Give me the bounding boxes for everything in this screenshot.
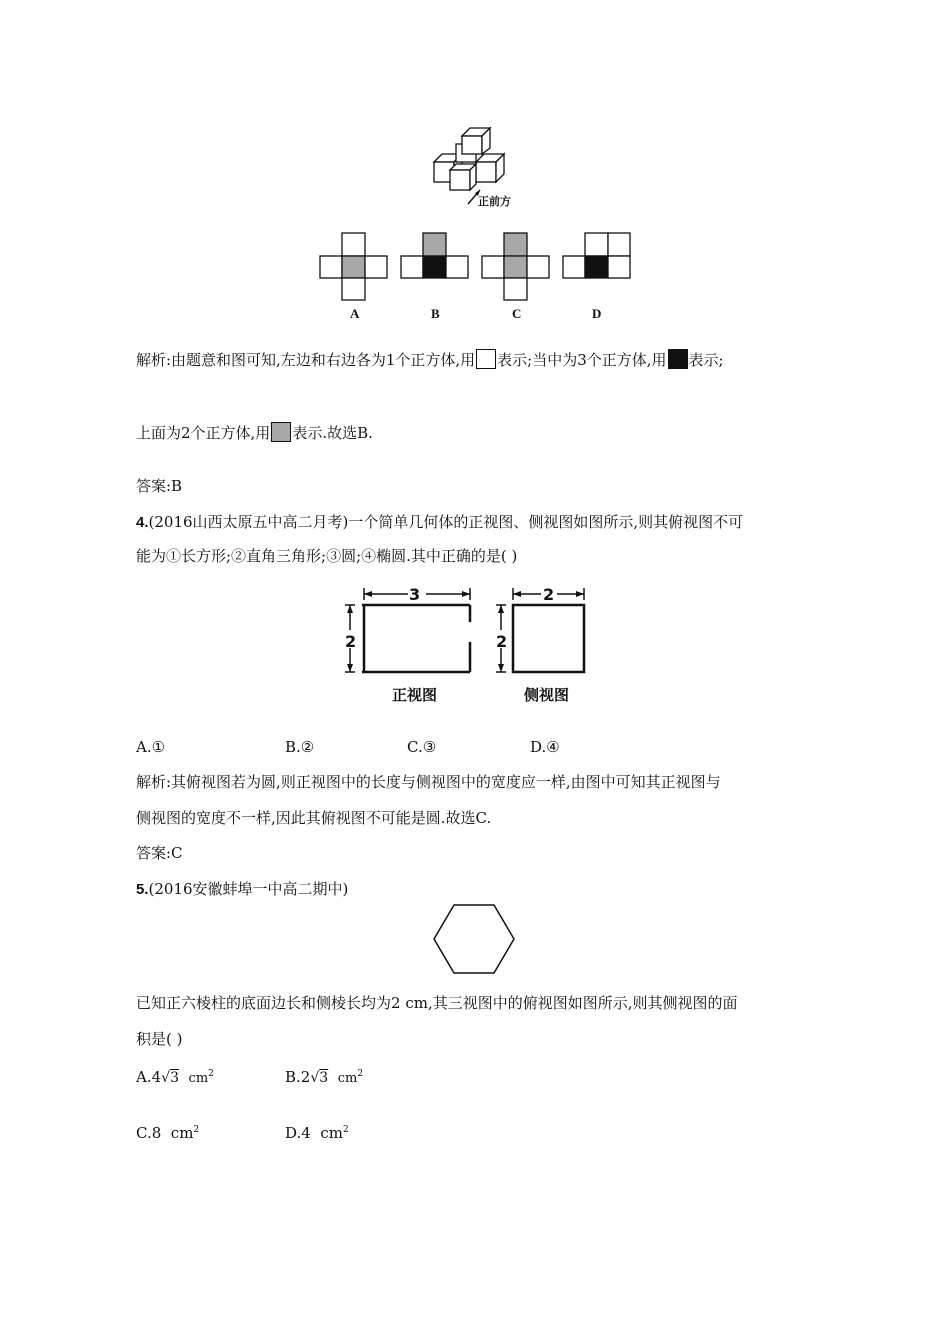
q4-option-c[interactable]: C.③ <box>407 738 437 756</box>
q5-line1: 已知正六棱柱的底面边长和侧棱长均为2 cm,其三视图中的俯视图如图所示,则其侧视图的面 <box>136 994 738 1012</box>
q4-option-a[interactable]: A.① <box>136 738 166 756</box>
q5-option-c-exp: 2 <box>193 1125 200 1135</box>
q5-option-b-unit: cm <box>337 1071 358 1086</box>
q5-option-a-prefix: A.4 <box>136 1068 162 1086</box>
q5-option-b-radicand: 3 <box>319 1070 329 1086</box>
sqrt-symbol: √3 <box>161 1070 179 1086</box>
q3-solution-text-d: 上面为2个正方体,用 <box>136 424 271 442</box>
option-d-label: D <box>592 306 602 321</box>
option-a-view <box>320 233 387 300</box>
q3-solution-text-a: 解析:由题意和图可知,左边和右边各为1个正方体,用 <box>136 351 476 369</box>
q5-option-a-unit: cm <box>188 1071 209 1086</box>
q3-solution-line1 <box>136 349 724 370</box>
side-view-width-label: 2 <box>543 585 555 604</box>
q5-option-c[interactable] <box>136 1124 199 1142</box>
q4-solution-line1: 解析:其俯视图若为圆,则正视图中的长度与侧视图中的宽度应一样,由图中可知其正视图与 <box>136 773 721 791</box>
option-c-label: C <box>512 306 522 321</box>
q4-number: 4. <box>136 514 149 531</box>
front-view-width-label: 3 <box>409 585 421 604</box>
black-square-icon <box>668 349 688 369</box>
option-b-label: B <box>431 306 440 321</box>
q5-option-b[interactable] <box>285 1068 363 1086</box>
q5-number: 5. <box>136 881 149 898</box>
q5-option-a[interactable] <box>136 1068 214 1086</box>
direction-label: 正前方 <box>478 195 511 208</box>
q3-solution-line2 <box>136 422 373 443</box>
q5-option-c-text: C.8 cm <box>136 1124 194 1142</box>
q4-stem-text: (2016山西太原五中高二月考)一个简单几何体的正视图、侧视图如图所示,则其俯视图不可 <box>148 513 744 531</box>
q5-option-d-text: D.4 cm <box>285 1124 343 1142</box>
option-b-view <box>401 233 468 278</box>
white-square-icon <box>476 349 496 369</box>
front-view-height-label: 2 <box>345 632 357 651</box>
q5-option-d-exp: 2 <box>342 1125 349 1135</box>
q5-option-b-exp: 2 <box>357 1069 364 1079</box>
q4-solution-line2: 侧视图的宽度不一样,因此其俯视图不可能是圆.故选C. <box>136 809 492 827</box>
q4-line2: 能为①长方形;②直角三角形;③圆;④椭圆.其中正确的是( ) <box>136 547 518 565</box>
front-view-caption: 正视图 <box>392 686 438 704</box>
option-d-view <box>563 233 630 278</box>
q3-solution-text-e: 表示.故选B. <box>292 424 373 442</box>
gray-square-icon <box>271 422 291 442</box>
q5-line2: 积是( ) <box>136 1030 183 1048</box>
q3-solution-text-c: 表示; <box>688 351 724 369</box>
q5-source: (2016安徽蚌埠一中高二期中) <box>148 880 349 898</box>
hexagon-top-view <box>432 903 516 975</box>
view-options-figure <box>318 230 638 302</box>
q3-solution-text-b: 表示;当中为3个正方体,用 <box>497 351 667 369</box>
option-c-view <box>482 233 549 300</box>
side-view-caption: 侧视图 <box>524 686 570 704</box>
side-view-height-label: 2 <box>496 632 508 651</box>
q5-option-d[interactable] <box>285 1124 349 1142</box>
q5-header <box>136 879 348 900</box>
option-a-label: A <box>350 306 360 321</box>
q4-answer: 答案:C <box>136 844 183 862</box>
q3-answer: 答案:B <box>136 477 183 495</box>
q5-option-b-prefix: B.2 <box>285 1068 311 1086</box>
q5-option-a-radicand: 3 <box>170 1070 179 1086</box>
q4-line1 <box>136 512 743 533</box>
side-view-figure <box>493 586 589 678</box>
q4-option-d[interactable]: D.④ <box>530 738 560 756</box>
q5-option-a-exp: 2 <box>208 1069 214 1079</box>
sqrt-symbol: √3 <box>310 1070 329 1086</box>
q4-option-b[interactable]: B.② <box>285 738 315 756</box>
